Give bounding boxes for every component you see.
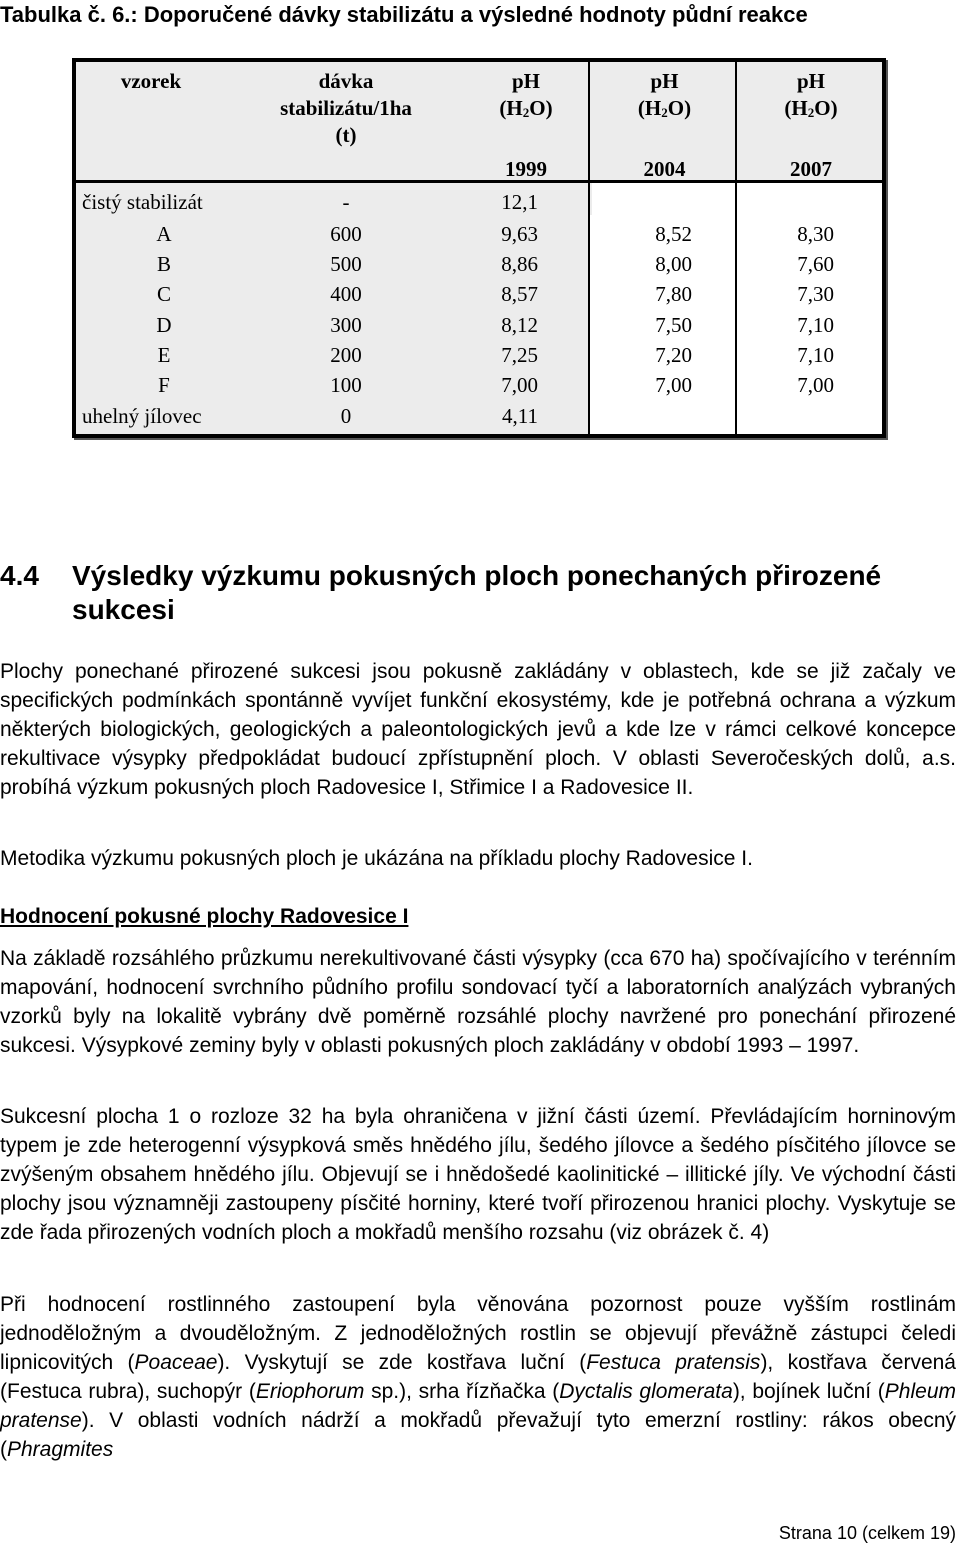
cell-ph2007: 7,60 xyxy=(797,252,834,276)
cell-sample: čistý stabilizát xyxy=(82,190,203,214)
table-row xyxy=(76,373,882,403)
stabilizer-ph-table xyxy=(72,58,886,438)
cell-ph2007: 7,30 xyxy=(797,282,834,306)
cell-ph2007: 8,30 xyxy=(797,222,834,246)
cell-dose: 500 xyxy=(330,252,362,276)
cell-sample: C xyxy=(156,282,171,306)
cell-dose: 300 xyxy=(330,313,362,337)
table-row xyxy=(76,190,882,220)
cell-dose: 200 xyxy=(330,343,362,367)
cell-ph1999: 12,1 xyxy=(501,190,538,214)
cell-ph1999: 7,00 xyxy=(501,373,538,397)
section-title-line2: sukcesi xyxy=(72,594,175,625)
cell-ph1999: 8,57 xyxy=(501,282,538,306)
paragraph-succession-area: Sukcesní plocha 1 o rozloze 32 ha byla ohraničena v jižní části území. Převládajícím horninovým typem je zde heterogenní výsypková směs hnědého jílu, šedého jílovce a šedého písčitého jílovce se zvýšeným obsahem hnědého jílu. Objevují se i hnědošedé kaolinitické – illitické jíly. Ve východní části plochy jsou významněji zastoupeny písčité horniny, které tvoří přirozenou hranici plochy. Vyskytuje se zde řada přirozených vodních ploch a mokřadů menšího rozsahu (viz obrázek č. 4) xyxy=(0,1105,956,1244)
cell-ph2007: 7,00 xyxy=(797,373,834,397)
cell-ph2004: 7,00 xyxy=(655,373,692,397)
cell-sample: B xyxy=(156,252,171,276)
cell-sample: D xyxy=(156,313,172,337)
paragraph-survey: Na základě rozsáhlého průzkumu nerekultivované části výsypky (cca 670 ha) spočívajícího v terénním mapování, hodnocení svrchního půdního profilu sondovací tyčí a laboratorních analýzách vybraných vzorků byly na lokalitě vybrány dvě poměrně rozsáhlé plochy navržené pro ponechání přirozené sukcesi. Výsypkové zeminy byly v oblasti pokusných ploch zakládány v období 1993 – 1997. xyxy=(0,947,956,1057)
cell-dose: 400 xyxy=(330,282,362,306)
cell-ph1999: 9,63 xyxy=(501,222,538,246)
cell-ph2004: 8,00 xyxy=(655,252,692,276)
cell-sample: F xyxy=(158,373,170,397)
cell-ph2004: 7,50 xyxy=(655,313,692,337)
cell-sample: uhelný jílovec xyxy=(82,404,202,428)
cell-ph2004: 7,80 xyxy=(655,282,692,306)
header-ph-2007: pH (H2O) 2007 xyxy=(784,69,838,181)
cell-ph2004: 8,52 xyxy=(655,222,692,246)
cell-sample: E xyxy=(157,343,171,367)
cell-dose: 100 xyxy=(330,373,362,397)
cell-ph1999: 7,25 xyxy=(501,343,538,367)
paragraph-plants: Při hodnocení rostlinného zastoupení byla věnována pozornost pouze vyšším rostlinám jednoděložným a dvouděložným. Z jednoděložných rostlin se objevují převážně zástupci čeledi lipnicovitých (Poaceae). Vyskytují se zde kostřava luční (Festuca pratensis), kostřava červená (Festuca rubra), suchopýr (Eriophorum sp.), srha řízňačka (Dyctalis glomerata), bojínek luční (Phleum pratense). V oblasti vodních nádrží a mokřadů převažují tyto emerzní rostliny: rákos obecný (Phragmites xyxy=(0,1293,956,1461)
subheading-radovesice: Hodnocení pokusné plochy Radovesice I xyxy=(0,905,409,928)
header-ph-1999: pH (H2O) 1999 xyxy=(499,69,553,181)
section-number: 4.4 xyxy=(0,560,39,591)
section-heading xyxy=(0,559,940,627)
cell-ph2007: 7,10 xyxy=(797,313,834,337)
paragraph-intro: Plochy ponechané přirozené sukcesi jsou pokusně zakládány v oblastech, kde se již začaly ve specifických podmínkách spontánně vyvíjet funkční ekosystémy, kde je potřebná ochrana a výzkum některých biologických, geologických a paleontologických jevů a kde lze v rámci celkové koncepce rekultivace výsypky předpokládat budoucí zpřístupnění ploch. V oblasti Severočeských dolů, a.s. probíhá výzkum pokusných ploch Radovesice I, Střimice I a Radovesice II. xyxy=(0,660,956,799)
table-row xyxy=(76,313,882,343)
cell-ph2007: 7,10 xyxy=(797,343,834,367)
cell-dose: - xyxy=(342,190,350,214)
page-footer: Strana 10 (celkem 19) xyxy=(778,1523,956,1543)
cell-dose: 0 xyxy=(340,404,352,428)
table-row xyxy=(76,282,882,312)
cell-dose: 600 xyxy=(330,222,362,246)
table-row xyxy=(76,404,882,434)
table-row xyxy=(76,252,882,282)
cell-sample: A xyxy=(156,222,172,246)
header-sample: vzorek xyxy=(120,69,182,93)
header-dose: dávka stabilizátu/1ha (t) xyxy=(280,69,412,147)
header-ph-2004: pH (H2O) 2004 xyxy=(637,69,692,181)
table-row xyxy=(76,222,882,252)
table-row xyxy=(76,343,882,373)
cell-ph1999: 4,11 xyxy=(502,404,538,428)
table-caption: Tabulka č. 6.: Doporučené dávky stabilizátu a výsledné hodnoty půdní reakce xyxy=(0,2,808,27)
cell-ph1999: 8,12 xyxy=(501,313,538,337)
cell-ph2004: 7,20 xyxy=(655,343,692,367)
section-title-line1: Výsledky výzkumu pokusných ploch ponechaných přirozené xyxy=(72,560,882,591)
cell-ph1999: 8,86 xyxy=(501,252,538,276)
paragraph-methodology: Metodika výzkumu pokusných ploch je ukázána na příkladu plochy Radovesice I. xyxy=(0,847,753,870)
